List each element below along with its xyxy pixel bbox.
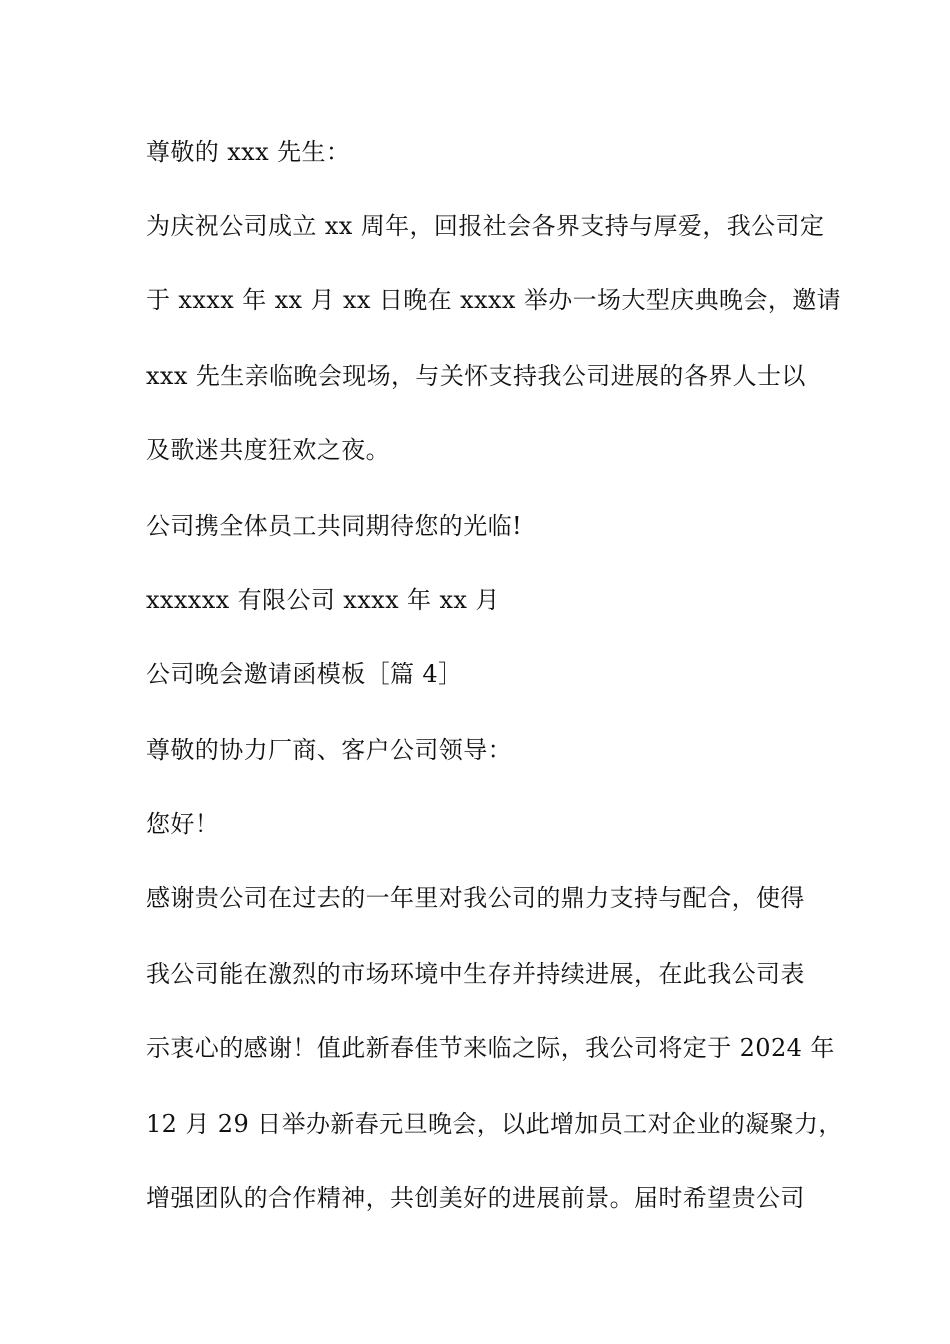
paragraph-line: 增强团队的合作精神，共创美好的进展前景。届时希望贵公司 <box>146 1184 805 1212</box>
paragraph-line: 感谢贵公司在过去的一年里对我公司的鼎力支持与配合，使得 <box>146 884 805 912</box>
section-heading: 公司晚会邀请函模板［篇 4］ <box>146 660 463 688</box>
salutation-line: 您好！ <box>146 810 220 838</box>
signature-line: xxxxxx 有限公司 xxxx 年 xx 月 <box>146 586 500 614</box>
paragraph-line: 示衷心的感谢！值此新春佳节来临之际，我公司将定于 2024 年 <box>146 1034 835 1062</box>
paragraph-line: 12 月 29 日举办新春元旦晚会，以此增加员工对企业的凝聚力， <box>146 1110 843 1138</box>
paragraph-line: 为庆祝公司成立 xx 周年，回报社会各界支持与厚爱，我公司定 <box>146 212 825 240</box>
paragraph-line: 我公司能在激烈的市场环境中生存并持续进展，在此我公司表 <box>146 960 805 988</box>
greeting-line: 尊敬的 xxx 先生： <box>146 138 351 166</box>
paragraph-line: 于 xxxx 年 xx 月 xx 日晚在 xxxx 举办一场大型庆典晚会，邀请 <box>146 286 842 314</box>
greeting-line: 尊敬的协力厂商、客户公司领导： <box>146 736 512 764</box>
closing-line: 公司携全体员工共同期待您的光临! <box>146 512 523 540</box>
paragraph-line: xxx 先生亲临晚会现场，与关怀支持我公司进展的各界人士以 <box>146 362 806 390</box>
paragraph-line: 及歌迷共度狂欢之夜。 <box>146 436 390 464</box>
